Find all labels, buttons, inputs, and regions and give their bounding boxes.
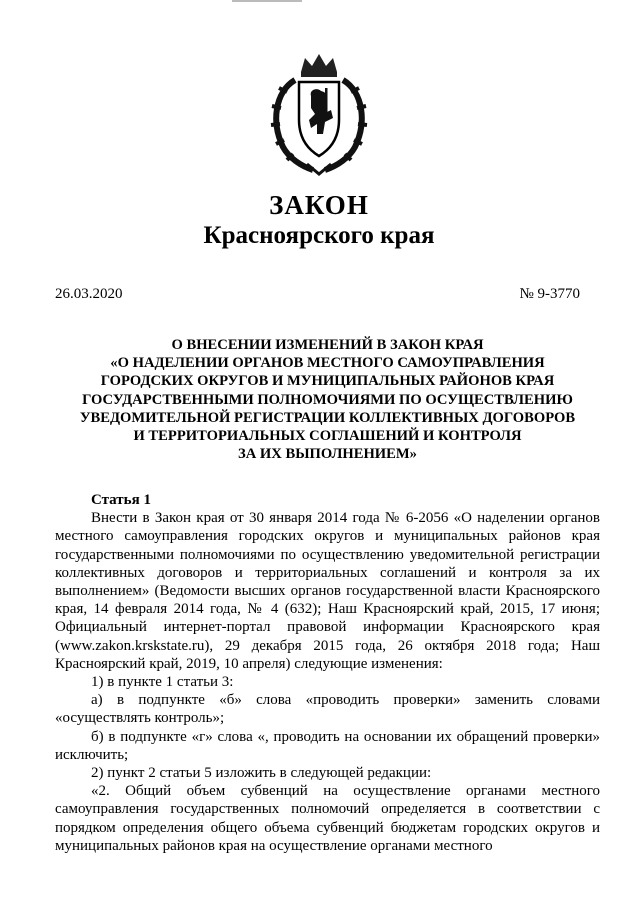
paragraph: а) в подпункте «б» слова «проводить проверки» заменить словами «осуществлять контроль»; bbox=[55, 692, 600, 727]
heading-line: ЗА ИХ ВЫПОЛНЕНИЕМ» bbox=[238, 446, 417, 463]
law-date: 26.03.2020 bbox=[55, 286, 123, 302]
document-title: ЗАКОН bbox=[269, 190, 369, 220]
document-subtitle: Красноярского края bbox=[203, 222, 435, 249]
paragraph: 2) пункт 2 статьи 5 изложить в следующей редакции: bbox=[91, 765, 432, 782]
page-top-mark bbox=[232, 0, 302, 2]
paragraph: Внести в Закон края от 30 января 2014 года № 6-2056 «О наделении органов местного самоуправления городских округов и муниципальных районов края государственными полномочиями по осуществлению уведомительной регистрации коллективных договоров и территориальных соглашений и контроля за их выполнением» (Ведомости высших органов государственной власти Красноярского края, 14 февраля 2014 года, № 4 (632); Наш Красноярский край, 2015, 17 июня; Официальный интернет-портал правовой информации Красноярского края (www.zakon.krskstate.ru), 29 декабря 2015 года, 26 октября 2018 года; Наш Красноярский край, 2019, 10 апреля) следующие изменения: bbox=[55, 510, 600, 672]
heading-line: О ВНЕСЕНИИ ИЗМЕНЕНИЙ В ЗАКОН КРАЯ bbox=[171, 337, 484, 353]
article-title: Статья 1 bbox=[91, 492, 151, 508]
heading-line: «О НАДЕЛЕНИИ ОРГАНОВ МЕСТНОГО САМОУПРАВЛЕНИЯ bbox=[110, 355, 545, 372]
law-heading bbox=[55, 336, 600, 463]
heading-line: ГОРОДСКИХ ОКРУГОВ И МУНИЦИПАЛЬНЫХ РАЙОНОВ КРАЯ bbox=[100, 373, 555, 390]
heading-line: И ТЕРРИТОРИАЛЬНЫХ СОГЛАШЕНИЙ И КОНТРОЛЯ bbox=[133, 428, 522, 445]
paragraph: «2. Общий объем субвенций на осуществление органами местного самоуправления государственных полномочий определяется в соответствии с порядком определения общего объема субвенций бюджетам городских округов и муниципальных районов края на осуществление органами местного bbox=[55, 783, 600, 854]
coat-of-arms-emblem bbox=[265, 52, 373, 177]
heading-line: УВЕДОМИТЕЛЬНОЙ РЕГИСТРАЦИИ КОЛЛЕКТИВНЫХ ДОГОВОРОВ bbox=[79, 409, 576, 426]
paragraph: б) в подпункте «г» слова «, проводить на основании их обращений проверки» исключить; bbox=[55, 728, 600, 763]
heading-line: ГОСУДАРСТВЕННЫМИ ПОЛНОМОЧИЯМИ ПО ОСУЩЕСТВЛЕНИЮ bbox=[82, 391, 573, 408]
law-number: № 9-3770 bbox=[519, 286, 580, 302]
paragraph: 1) в пункте 1 статьи 3: bbox=[91, 674, 234, 691]
law-body bbox=[55, 491, 600, 855]
